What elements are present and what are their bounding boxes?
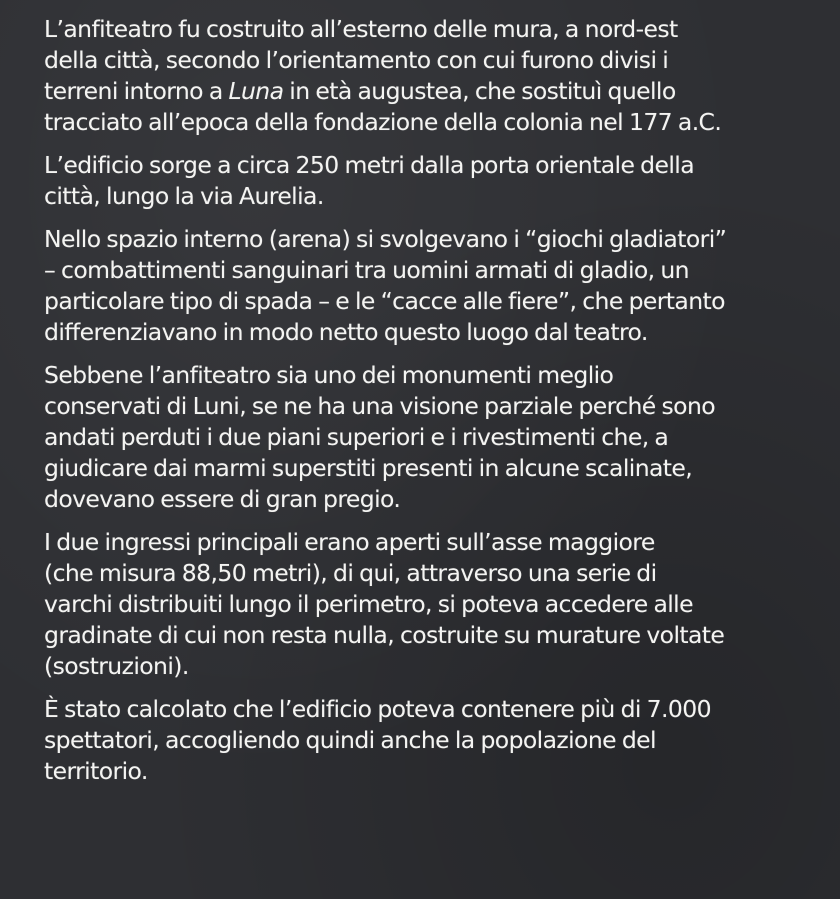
paragraph-conservation: Sebbene l’anfiteatro sia uno dei monumenti meglio conservati di Luni, se ne ha una visione parziale perché sono andati perduti i due piani superiori e i rivestimenti che, a giudicare dai marmi superstiti presenti in alcune scalinate, dovevano essere di gran pregio. (44, 361, 716, 513)
paragraph-distance: L’edificio sorge a circa 250 metri dalla porta orientale della città, lungo la via Aurelia. (44, 151, 694, 210)
paragraph-1-italic-luna: Luna (228, 77, 284, 105)
paragraph-entrances: I due ingressi principali erano aperti sull’asse maggiore (che misura 88,50 metri), di qui, attraverso una serie di varchi distribuiti lungo il perimetro, si poteva accedere alle gradinate di cui non resta nulla, costruite su murature voltate (sostruzioni). (44, 528, 725, 680)
paragraph-location-orientation (44, 14, 820, 138)
paragraph-1-text-start: L’anfiteatro fu costruito all’esterno delle mura, a nord-est della città, secondo l’orientamento con cui furono divisi i terreni intorno a (44, 15, 678, 105)
paragraph-1-text-end: in età augustea, che sostituì quello tracciato all’epoca della fondazione della colonia nel 177 a.C. (44, 77, 722, 136)
paragraph-capacity: È stato calcolato che l’edificio poteva contenere più di 7.000 spettatori, accogliendo quindi anche la popolazione del territorio. (44, 695, 711, 785)
paragraph-arena-games: Nello spazio interno (arena) si svolgevano i “giochi gladiatori” – combattimenti sanguinari tra uomini armati di gladio, un particolare tipo di spada – e le “cacce alle fiere”, che pertanto differenziavano in modo netto questo luogo dal teatro. (44, 225, 727, 346)
